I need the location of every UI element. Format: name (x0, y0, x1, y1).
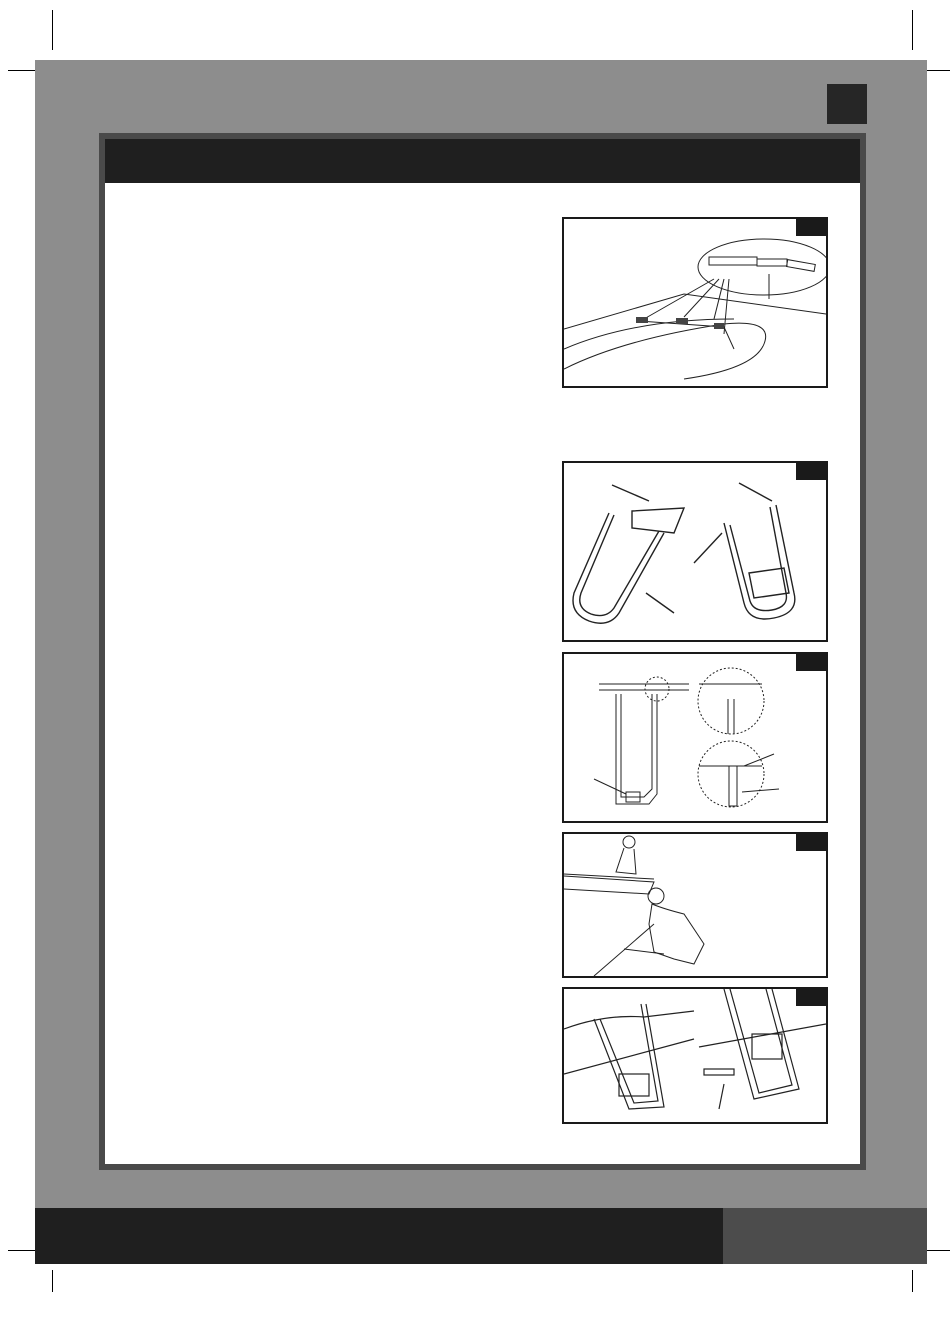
frame-connection-illustration (564, 219, 826, 386)
figure-leg-pin (562, 987, 828, 1124)
crop-mark (52, 10, 53, 50)
leg-pin-illustration (564, 989, 826, 1122)
page-number-badge (827, 84, 867, 124)
leg-detail-illustration (564, 654, 826, 821)
figure-u-legs (562, 461, 828, 642)
u-legs-illustration (564, 463, 826, 640)
section-title-bar (105, 139, 860, 183)
crop-mark (912, 10, 913, 50)
footer-accent (723, 1208, 927, 1264)
installation-illustration (564, 834, 826, 976)
crop-mark (912, 1270, 913, 1292)
crop-mark (52, 1270, 53, 1292)
footer-bar (35, 1208, 723, 1264)
figure-frame-connection (562, 217, 828, 388)
figure-installation (562, 832, 828, 978)
figure-leg-detail (562, 652, 828, 823)
